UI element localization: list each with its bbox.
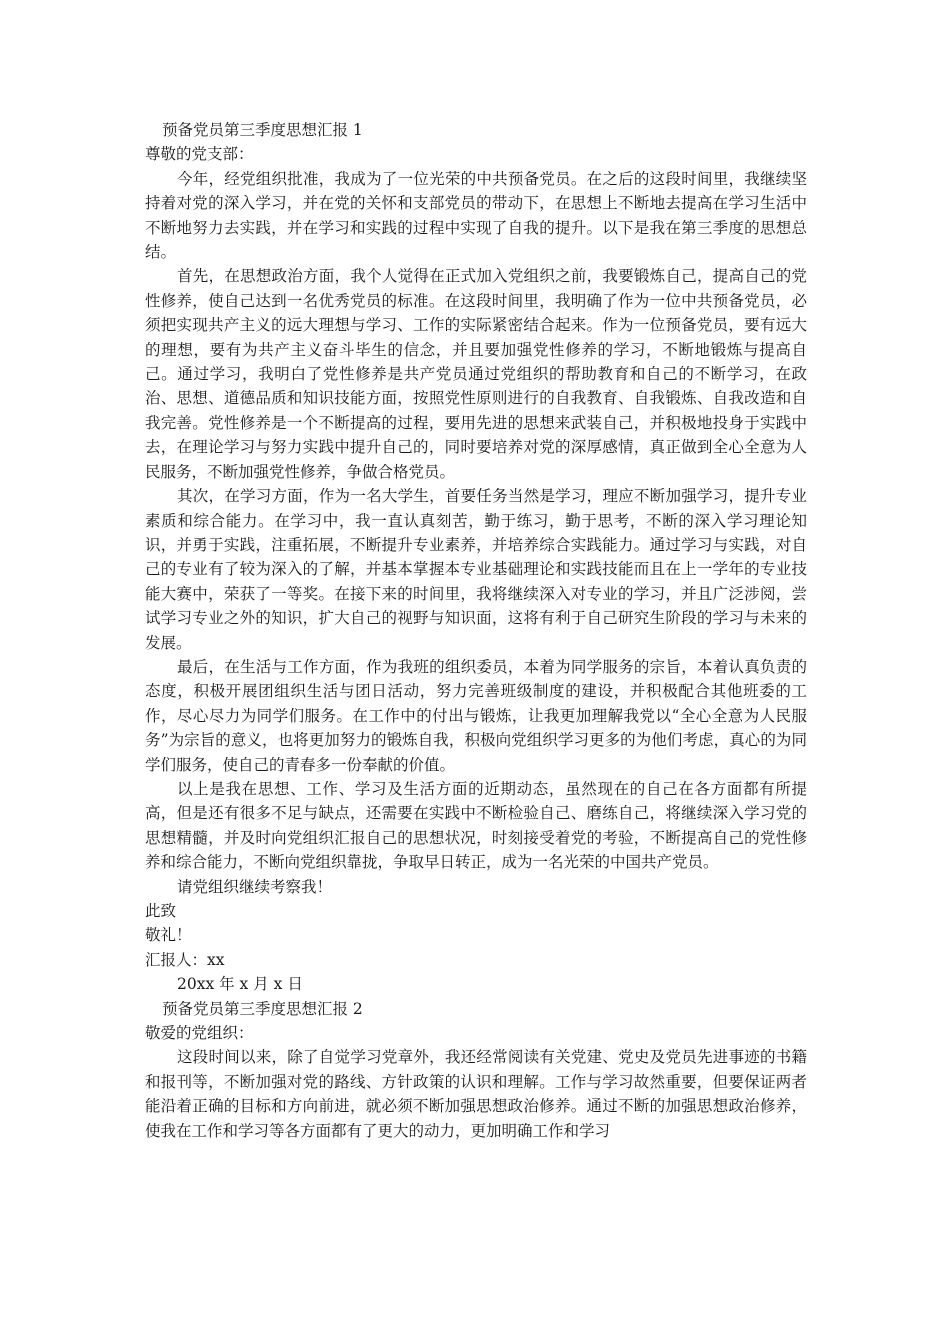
report2-title: 预备党员第三季度思想汇报 2 (162, 999, 363, 1018)
report1-salutation: 尊敬的党支部： (145, 145, 254, 164)
report1-paragraph: 首先，在思想政治方面，我个人觉得在正式加入党组织之前，我要锻炼自己，提高自己的党性修养，使自己达到一名优秀党员的标准。在这段时间里，我明确了作为一位中共预备党员，必须把实现共产主义的远大理想与学习、工作的实际紧密结合起来。作为一位预备党员，要有远大的理想，要有为共产主义奋斗毕生的信念，并且要加强党性修养的学习，不断地锻炼与提高自己。通过学习，我明白了党性修养是共产党员通过党组织的帮助教育和自己的不断学习，在政治、思想、道德品质和知识技能方面，按照党性原则进行的自我教育、自我锻炼、自我改造和自我完善。党性修养是一个不断提高的过程，要用先进的思想来武装自己，并积极地投身于实践中去，在理论学习与努力实践中提升自己的，同时要培养对党的深厚感情，真正做到全心全意为人民服务，不断加强党性修养，争做合格党员。 (145, 267, 807, 481)
report1-paragraph: 请党组织继续考察我！ (177, 877, 333, 896)
report1-paragraph: 最后，在生活与工作方面，作为我班的组织委员，本着为同学服务的宗旨，本着认真负责的态度，积极开展团组织生活与团日活动，努力完善班级制度的建设，并积极配合其他班委的工作，尽心尽力为同学们服务。在工作中的付出与锻炼，让我更加理解我党以“全心全意为人民服务”为宗旨的意义，也将更加努力的锻炼自我，积极向党组织学习更多的为他们考虑，真心的为同学们服务，使自己的青春多一份奉献的价值。 (145, 657, 807, 774)
report1-paragraph: 其次，在学习方面，作为一名大学生，首要任务当然是学习，理应不断加强学习，提升专业素质和综合能力。在学习中，我一直认真刻苦，勤于练习，勤于思考，不断的深入学习理论知识，并勇于实践，注重拓展，不断提升专业素养，并培养综合实践能力。通过学习与实践，对自己的专业有了较为深入的了解，并基本掌握本专业基础理论和实践技能而且在上一学年的专业技能大赛中，荣获了一等奖。在接下来的时间里，我将继续深入对专业的学习，并且广泛涉阅，尝试学习专业之外的知识，扩大自己的视野与知识面，这将有利于自己研究生阶段的学习与未来的发展。 (145, 487, 807, 652)
report2-paragraph: 这段时间以来，除了自觉学习党章外，我还经常阅读有关党建、党史及党员先进事迹的书籍和报刊等，不断加强对党的路线、方针政策的认识和理解。工作与学习故然重要，但要保证两者能沿着正确的目标和方向前进，就必须不断加强思想政治修养。通过不断的加强思想政治修养，使我在工作和学习等各方面都有了更大的动力，更加明确工作和学习 (145, 1048, 807, 1140)
report2-salutation: 敬爱的党组织： (145, 1024, 254, 1043)
report1-paragraph: 以上是我在思想、工作、学习及生活方面的近期动态，虽然现在的自己在各方面都有所提高，但是还有很多不足与缺点，还需要在实践中不断检验自己、磨练自己，将继续深入学习党的思想精髓，并及时向党组织汇报自己的思想状况，时刻接受着党的考验，不断提高自己的党性修养和综合能力，不断向党组织靠拢，争取早日转正，成为一名光荣的中国共产党员。 (145, 779, 807, 872)
report1-signer: 汇报人：xx (145, 950, 225, 969)
report1-regards: 敬礼！ (145, 926, 192, 945)
document-body (145, 118, 807, 1143)
report1-closing: 此致 (145, 902, 177, 920)
report1-paragraph: 今年，经党组织批准，我成为了一位光荣的中共预备党员。在之后的这段时间里，我继续坚持着对党的深入学习，并在党的关怀和支部党员的带动下，在思想上不断地去提高在学习生活中不断地努力去实践，并在学习和实践的过程中实现了自我的提升。以下是我在第三季度的思想总结。 (145, 169, 807, 262)
report1-title: 预备党员第三季度思想汇报 1 (162, 121, 363, 139)
report1-date: 20xx 年 x 月 x 日 (177, 975, 303, 994)
